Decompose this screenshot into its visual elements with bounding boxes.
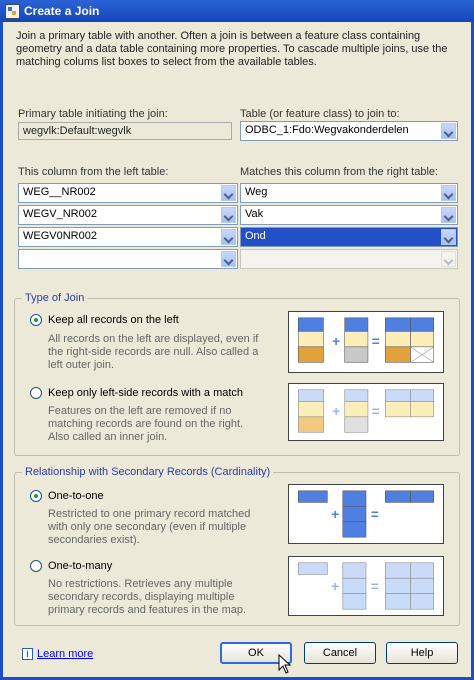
one-to-one-desc: Restricted to one primary record matched with only one secondary (even if multiple secondaries exist). [48, 508, 251, 546]
equals-sign: = [370, 506, 379, 522]
chevron-down-icon[interactable] [441, 185, 456, 201]
plus-sign: + [332, 333, 341, 349]
chevron-down-icon[interactable] [441, 123, 456, 139]
join-table-label: Table (or feature class) to join to: [240, 108, 400, 120]
plus-sign: + [332, 403, 341, 419]
left-column-select[interactable] [18, 205, 238, 225]
inner-join-desc: Features on the left are removed if no matching records are found on the right. Also called an inner join. [48, 405, 244, 443]
right-column-select[interactable] [240, 205, 458, 225]
chevron-down-icon[interactable] [441, 207, 456, 223]
left-column-value: WEG__NR002 [23, 186, 96, 198]
cardinality-legend: Relationship with Secondary Records (Cardinality) [22, 466, 273, 478]
primary-table-field: wegvlk:Default:wegvlk [18, 122, 232, 140]
plus-sign: + [331, 506, 340, 522]
equals-sign: = [371, 333, 380, 349]
primary-table-label: Primary table initiating the join: [18, 108, 168, 120]
ok-button[interactable]: OK [220, 642, 292, 664]
title-bar[interactable] [0, 0, 474, 22]
help-button[interactable]: Help [386, 642, 458, 664]
right-column-select [240, 249, 458, 269]
window-title: Create a Join [24, 4, 100, 18]
left-column-select[interactable] [18, 249, 238, 269]
right-column-label: Matches this column from the right table: [240, 166, 439, 178]
chevron-down-icon[interactable] [221, 229, 236, 245]
left-outer-join-radio[interactable] [30, 314, 42, 326]
right-column-value: Weg [245, 186, 268, 198]
join-table-select[interactable] [240, 121, 458, 141]
left-outer-join-diagram [288, 311, 444, 373]
one-to-many-desc: No restrictions. Retrieves any multiple secondary records, displaying multiple primary records and features in the map. [48, 578, 247, 616]
type-of-join-legend: Type of Join [22, 292, 87, 304]
inner-join-label[interactable]: Keep only left-side records with a match [48, 387, 244, 399]
left-column-select[interactable] [18, 183, 238, 203]
left-column-select[interactable] [18, 227, 238, 247]
cancel-button[interactable]: Cancel [304, 642, 376, 664]
right-column-select[interactable] [240, 227, 458, 247]
join-table-value: ODBC_1:Fdo:Wegvakonderdelen [245, 124, 409, 136]
left-outer-join-desc: All records on the left are displayed, even if the right-side records are null. Also called a left outer join. [48, 333, 259, 371]
inner-join-radio[interactable] [30, 387, 42, 399]
one-to-many-label[interactable]: One-to-many [48, 560, 113, 572]
info-icon[interactable]: i [22, 648, 33, 660]
plus-sign: + [331, 578, 340, 594]
one-to-many-diagram [288, 556, 444, 616]
one-to-one-diagram [288, 484, 444, 544]
left-column-label: This column from the left table: [18, 166, 169, 178]
equals-sign: = [371, 403, 380, 419]
equals-sign: = [370, 578, 379, 594]
mouse-cursor-icon [278, 654, 292, 674]
inner-join-diagram [288, 383, 444, 441]
one-to-one-radio[interactable] [30, 490, 42, 502]
learn-more-link[interactable]: Learn more [37, 648, 94, 660]
left-column-value: WEGV0NR002 [23, 230, 97, 242]
left-outer-join-label[interactable]: Keep all records on the left [48, 314, 179, 326]
chevron-down-icon[interactable] [221, 207, 236, 223]
one-to-many-radio[interactable] [30, 560, 42, 572]
left-column-value: WEGV_NR002 [23, 208, 97, 220]
right-column-value: Vak [245, 208, 264, 220]
right-column-value: Ond [245, 230, 266, 242]
chevron-down-icon [441, 251, 456, 267]
chevron-down-icon[interactable] [221, 251, 236, 267]
join-icon [5, 4, 20, 19]
chevron-down-icon[interactable] [441, 229, 456, 245]
right-column-select[interactable] [240, 183, 458, 203]
one-to-one-label[interactable]: One-to-one [48, 490, 104, 502]
intro-text: Join a primary table with another. Often a join is between a feature class containing geometry and a data table containing more properties. To cascade multiple joins, use the matching colums list boxes to select from the available tables. [16, 30, 448, 68]
chevron-down-icon[interactable] [221, 185, 236, 201]
